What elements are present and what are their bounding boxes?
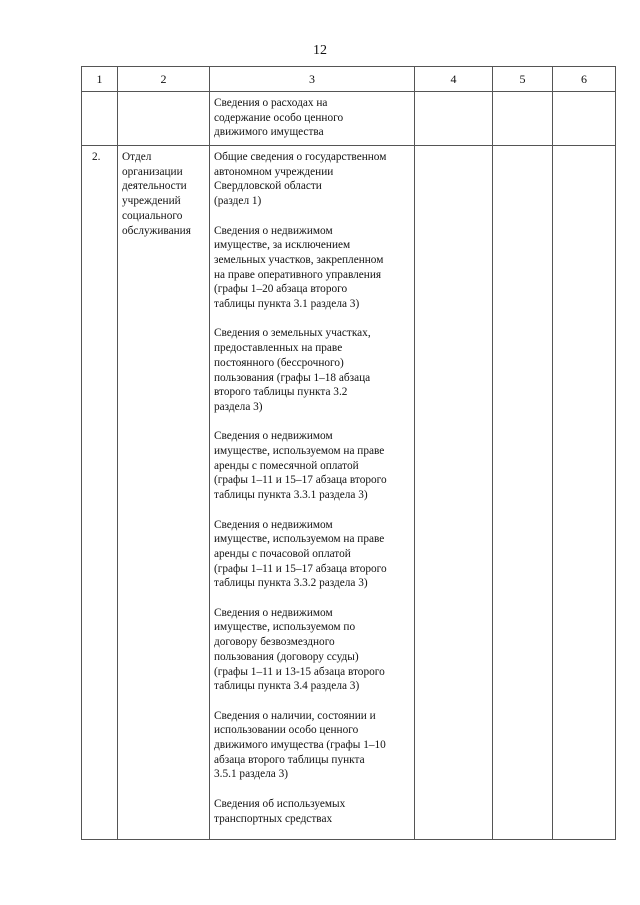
cell-col6 bbox=[553, 92, 616, 146]
document-item: Сведения о наличии, состоянии и использовании особо ценного движимого имущества (графы 1–10 абзаца второго таблицы пункта 3.5.1 раздела 3) bbox=[214, 709, 386, 781]
document-item: Сведения о недвижимом имуществе, используемом на праве аренды с почасовой оплатой (графы 1–11 и 15–17 абзаца второго таблицы пункта 3.3.2 раздела 3) bbox=[214, 518, 387, 590]
header-cell-5: 5 bbox=[493, 67, 553, 92]
document-item: Сведения о земельных участках, предоставленных на праве постоянного (бессрочного) пользования (графы 1–18 абзаца второго таблицы пункта 3.2 раздела 3) bbox=[214, 327, 371, 413]
cell-num bbox=[82, 146, 118, 840]
row-number: 2. bbox=[92, 151, 101, 163]
document-item: Сведения об используемых транспортных средствах bbox=[214, 797, 346, 825]
header-cell-6: 6 bbox=[553, 67, 616, 92]
cell-department bbox=[118, 146, 210, 840]
cell-department bbox=[118, 92, 210, 146]
cell-col5 bbox=[493, 146, 553, 840]
document-item: Сведения о недвижимом имуществе, за исключением земельных участков, закрепленном на праве оперативного управления (графы 1–20 абзаца второго таблицы пункта 3.1 раздела 3) bbox=[214, 224, 384, 311]
document-item: Сведения о недвижимом имуществе, используемом на праве аренды с помесячной оплатой (графы 1–11 и 15–17 абзаца второго таблицы пункта 3.3.1 раздела 3) bbox=[214, 430, 387, 502]
header-row bbox=[82, 67, 616, 92]
document-item: Общие сведения о государственном автономном учреждении Свердловской области (раздел 1) bbox=[214, 151, 387, 208]
header-cell-4: 4 bbox=[415, 67, 493, 92]
cell-col4 bbox=[415, 92, 493, 146]
cell-col6 bbox=[553, 146, 616, 840]
document-item: Сведения о недвижимом имуществе, используемом по договору безвозмездного пользования (договору ссуды) (графы 1–11 и 13-15 абзаца второго таблицы пункта 3.4 раздела 3) bbox=[214, 606, 385, 693]
cell-documents bbox=[210, 92, 415, 146]
header-cell-1: 1 bbox=[82, 67, 118, 92]
department-name: Отдел организации деятельности учреждений социального обслуживания bbox=[122, 151, 191, 237]
header-cell-2: 2 bbox=[118, 67, 210, 92]
cell-col5 bbox=[493, 92, 553, 146]
cell-documents bbox=[210, 146, 415, 840]
page-number: 12 bbox=[313, 43, 327, 58]
cell-col4 bbox=[415, 146, 493, 840]
document-item: Сведения о расходах на содержание особо ценного движимого имущества bbox=[214, 97, 344, 139]
header-cell-3: 3 bbox=[210, 67, 415, 92]
cell-num bbox=[82, 92, 118, 146]
table-row bbox=[82, 146, 616, 840]
data-table bbox=[81, 66, 616, 840]
table-row bbox=[82, 92, 616, 146]
